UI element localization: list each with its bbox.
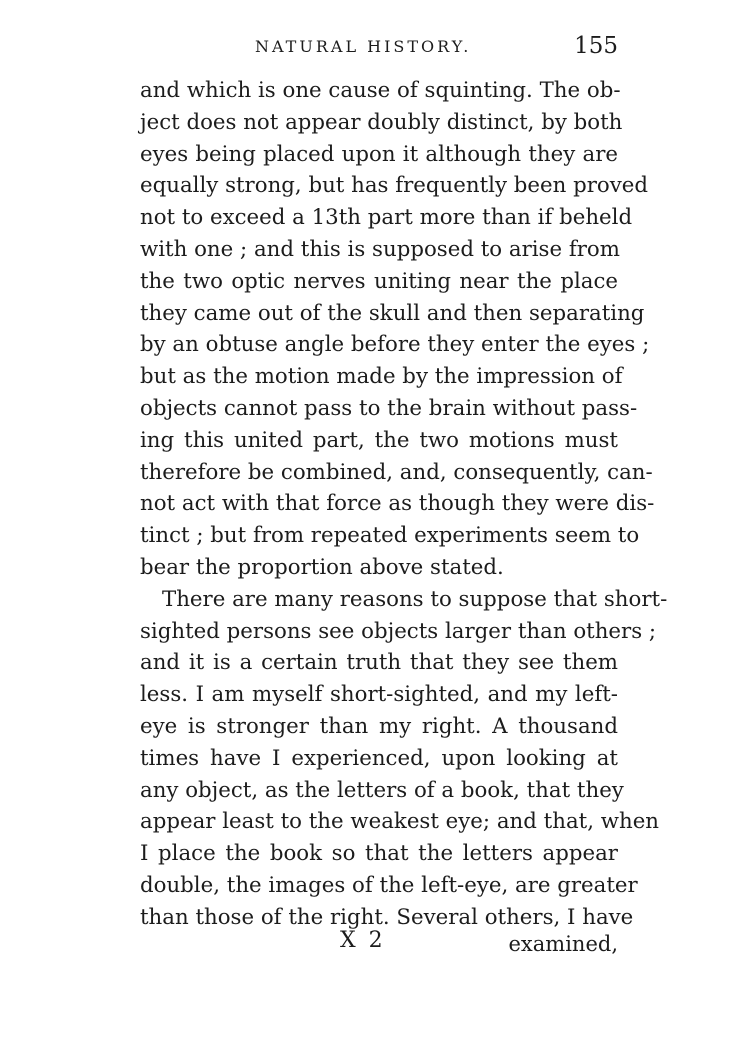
text-line: times have I experienced, upon looking at (140, 745, 618, 771)
text-line: with one ; and this is supposed to arise from (140, 236, 620, 262)
text-line: less. I am myself short-sighted, and my left- (140, 682, 618, 708)
text-line: than those of the right. Several others, I have (140, 904, 634, 930)
text-line: eyes being placed upon it although they are (140, 141, 618, 167)
text-line: appear least to the weakest eye; and that, when (140, 809, 660, 835)
text-line: There are many reasons to suppose that short- (162, 586, 668, 612)
text-line: tinct ; but from repeated experiments seem to (140, 523, 640, 549)
text-line: therefore be combined, and, consequently, can- (140, 459, 653, 485)
text-line: by an obtuse angle before they enter the eyes ; (140, 332, 650, 358)
text-line: any object, as the letters of a book, that they (140, 777, 624, 803)
text-line: objects cannot pass to the brain without pass- (140, 395, 638, 421)
paragraph-2 (140, 584, 668, 934)
running-head (140, 33, 618, 63)
page-number: 155 (574, 33, 618, 59)
text-line: and which is one cause of squinting. The ob- (140, 78, 621, 103)
text-line: bear the proportion above stated. (140, 554, 504, 580)
running-title: NATURAL HISTORY. (255, 37, 472, 56)
text-line: double, the images of the left-eye, are greater (140, 872, 638, 898)
signature-mark: X 2 (340, 928, 386, 953)
paragraph-1 (140, 75, 655, 584)
text-line: but as the motion made by the impression of (140, 364, 623, 390)
text-line: they came out of the skull and then separating (140, 300, 645, 326)
text-line: eye is stronger than my right. A thousand (140, 713, 618, 739)
body-text (140, 75, 668, 934)
text-line: the two optic nerves uniting near the place (140, 268, 618, 294)
text-line: ject does not appear doubly distinct, by both (140, 109, 623, 135)
text-line: I place the book so that the letters appear (140, 841, 618, 867)
text-line: not act with that force as though they were dis- (140, 491, 655, 517)
text-line: ing this united part, the two motions must (140, 427, 618, 453)
text-line: sighted persons see objects larger than others ; (140, 618, 657, 644)
text-line: and it is a certain truth that they see them (140, 650, 618, 676)
catchword: examined, (508, 932, 618, 956)
text-line: equally strong, but has frequently been proved (140, 173, 648, 199)
page-footer (140, 928, 618, 962)
text-line: not to exceed a 13th part more than if beheld (140, 205, 633, 231)
